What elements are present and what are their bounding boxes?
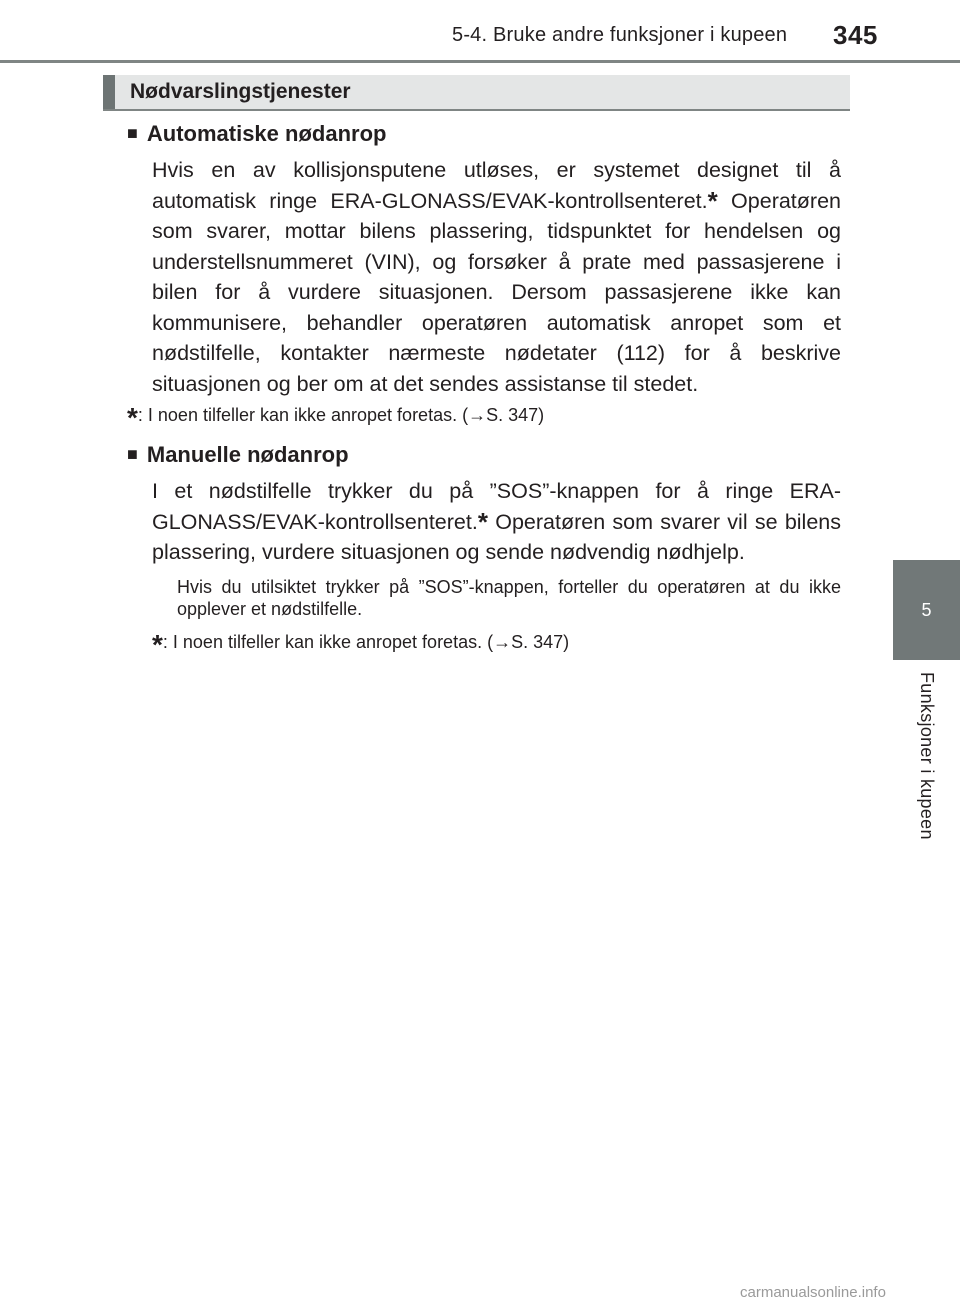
manual-footnote-text: : I noen tilfeller kan ikke anropet foretas. (→S. 347) [162, 632, 570, 652]
square-bullet-icon: ■ [127, 123, 138, 143]
automatic-text-part-2: Operatøren som svarer, mottar bilens plassering, tidspunktet for hendelsen og understellsnummeret (VIN), og forsøker å prate med passasjerene i bilen for å vurdere situasjonen. Dersom passasjerene ikke kan kommunisere, behandler operatøren automatisk anropet som et nødstilfelle, kontakter nærmeste nødetater (112) for å beskrive situasjonen og ber om at det sendes assistanse til stedet. [152, 188, 841, 396]
side-tab-label-text: Funksjoner i kupeen [917, 672, 937, 840]
automatic-paragraph [152, 155, 841, 399]
square-bullet-icon: ■ [127, 444, 138, 464]
side-tab-number: 5 [893, 560, 960, 660]
manual-paragraph [152, 476, 841, 568]
chapter-header: 5-4. Bruke andre funksjoner i kupeen [452, 24, 788, 46]
header-rule [0, 60, 960, 63]
automatic-footnote [127, 402, 545, 433]
watermark: carmanualsonline.info [740, 1284, 886, 1301]
automatic-heading [127, 121, 386, 147]
section-header [103, 75, 850, 109]
footnote-star: * [152, 629, 163, 660]
footnote-mark: * [707, 185, 718, 216]
automatic-text-part-1: Hvis en av kollisjonsputene utløses, er systemet designet til å automatisk ringe ERA-GLONASS/EVAK-kontrollsenteret. [152, 158, 841, 213]
section-rule [103, 109, 850, 111]
page-number: 345 [833, 20, 878, 50]
manual-heading-text: Manuelle nødanrop [146, 442, 349, 467]
manual-text-part-2: Operatøren som svarer vil se bilens plassering, vurdere situasjonen og sende nødvendig nødhjelp. [152, 509, 841, 564]
manual-text-part-1: I et nødstilfelle trykker du på ”SOS”-knappen for å ringe ERA-GLONASS/EVAK-kontrollsenteret. [152, 479, 841, 534]
footnote-mark: * [477, 506, 488, 537]
section-title: Nødvarslingstjenester [130, 80, 351, 103]
manual-note: Hvis du utilsiktet trykker på ”SOS”-knappen, forteller du operatøren at du ikke opplever et nødstilfelle. [177, 577, 841, 619]
manual-heading [127, 442, 349, 468]
side-tab-label [893, 672, 960, 872]
footnote-star: * [127, 402, 138, 433]
manual-footnote [152, 629, 570, 660]
automatic-footnote-text: : I noen tilfeller kan ikke anropet foretas. (→S. 347) [137, 405, 545, 425]
automatic-heading-text: Automatiske nødanrop [146, 121, 387, 146]
